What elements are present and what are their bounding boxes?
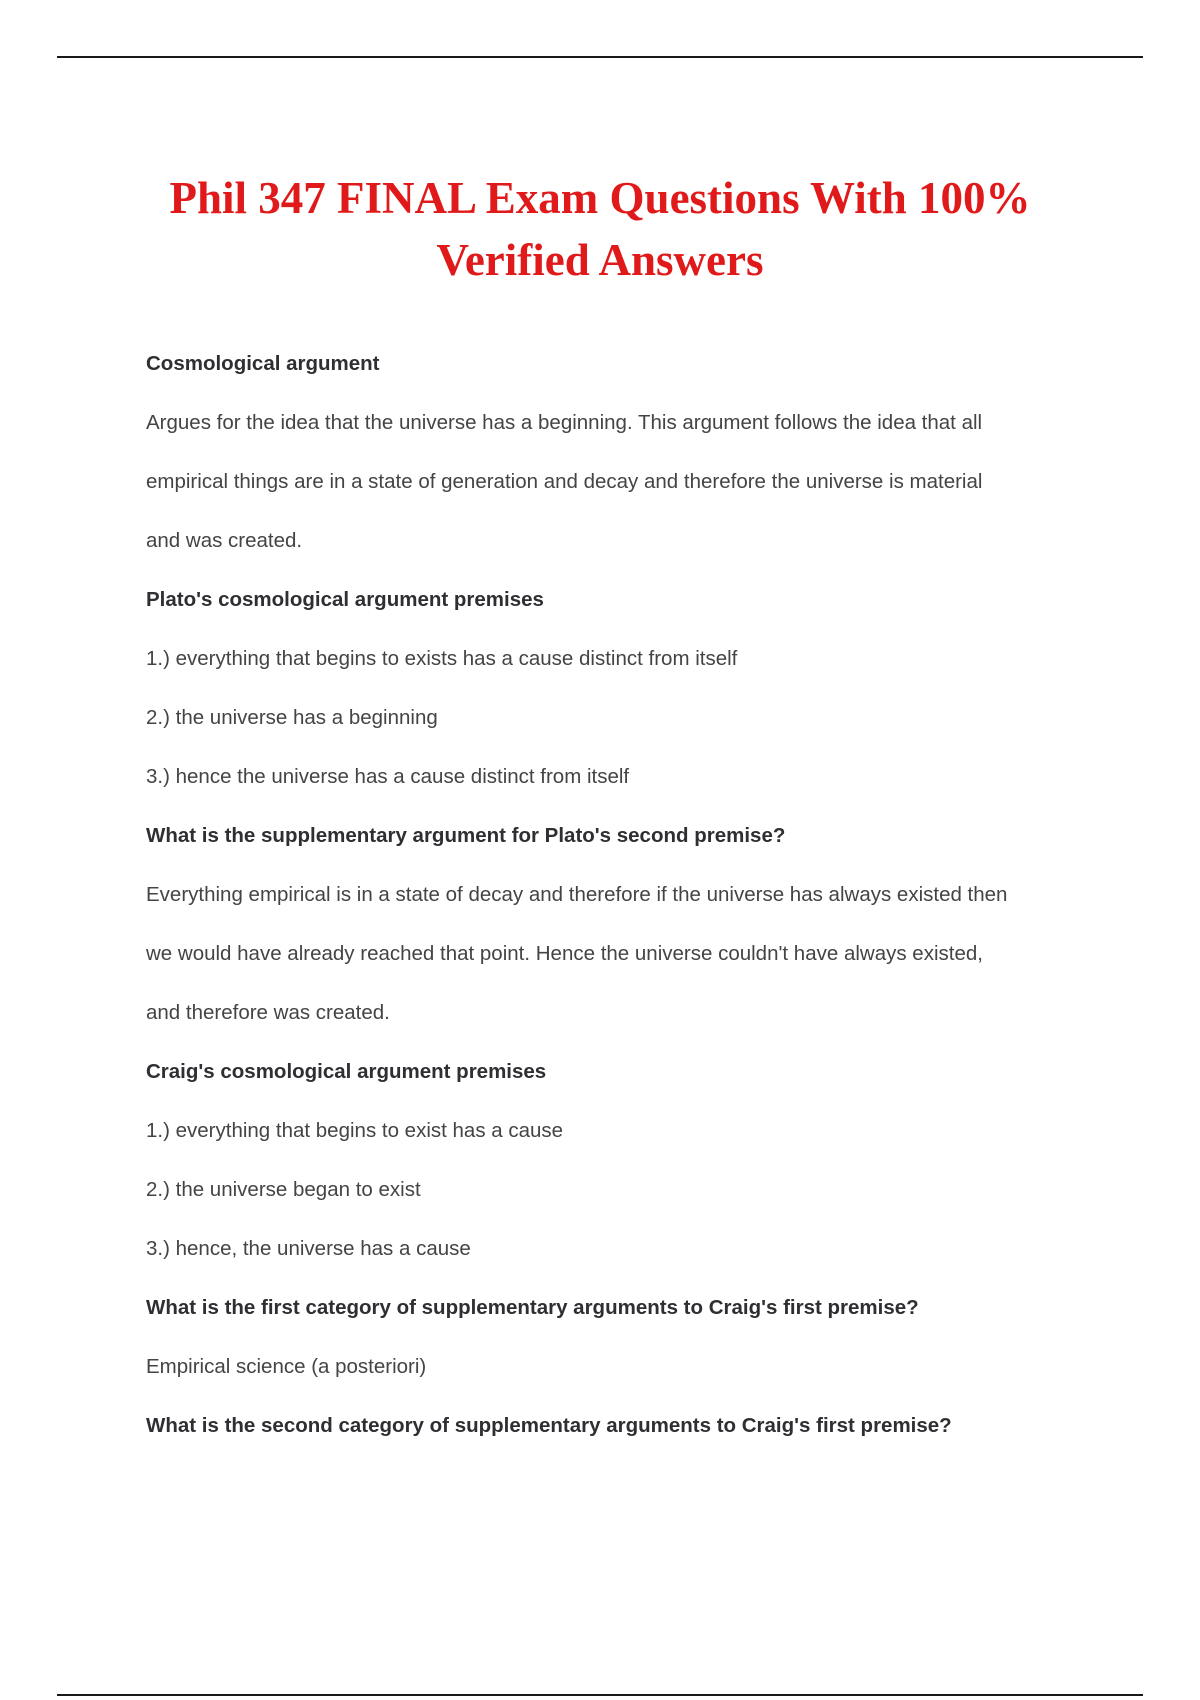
question-heading: Plato's cosmological argument premises	[146, 588, 544, 611]
question-heading: What is the first category of supplementary arguments to Craig's first premise?	[146, 1296, 919, 1319]
answer-line: 1.) everything that begins to exists has a cause distinct from itself	[146, 647, 738, 670]
title-line-1: Phil 347 FINAL Exam Questions With 100%	[169, 173, 1031, 223]
answer-line: and was created.	[146, 529, 303, 552]
answer-line: empirical things are in a state of generation and decay and therefore the universe is material	[146, 470, 983, 493]
answer-line: Argues for the idea that the universe has a beginning. This argument follows the idea that all	[146, 411, 983, 434]
answer-line: we would have already reached that point. Hence the universe couldn't have always existed,	[146, 942, 983, 965]
answer-line: 3.) hence, the universe has a cause	[146, 1237, 471, 1260]
question-heading: What is the supplementary argument for Plato's second premise?	[146, 824, 786, 847]
question-heading: Craig's cosmological argument premises	[146, 1060, 547, 1083]
answer-line: 2.) the universe began to exist	[146, 1178, 421, 1201]
answer-line: Empirical science (a posteriori)	[146, 1355, 427, 1378]
question-heading: What is the second category of supplementary arguments to Craig's first premise?	[146, 1414, 952, 1437]
answer-line: 3.) hence the universe has a cause distinct from itself	[146, 765, 630, 788]
answer-line: and therefore was created.	[146, 1001, 390, 1024]
answer-line: 2.) the universe has a beginning	[146, 706, 438, 729]
bottom-rule	[57, 1694, 1143, 1696]
question-heading: Cosmological argument	[146, 352, 380, 375]
title-line-2: Verified Answers	[436, 235, 764, 285]
page-title	[100, 167, 1100, 291]
answer-line: Everything empirical is in a state of decay and therefore if the universe has always existed then	[146, 883, 1008, 906]
qa-content	[146, 334, 1106, 1455]
top-rule	[57, 56, 1143, 58]
answer-line: 1.) everything that begins to exist has a cause	[146, 1119, 564, 1142]
